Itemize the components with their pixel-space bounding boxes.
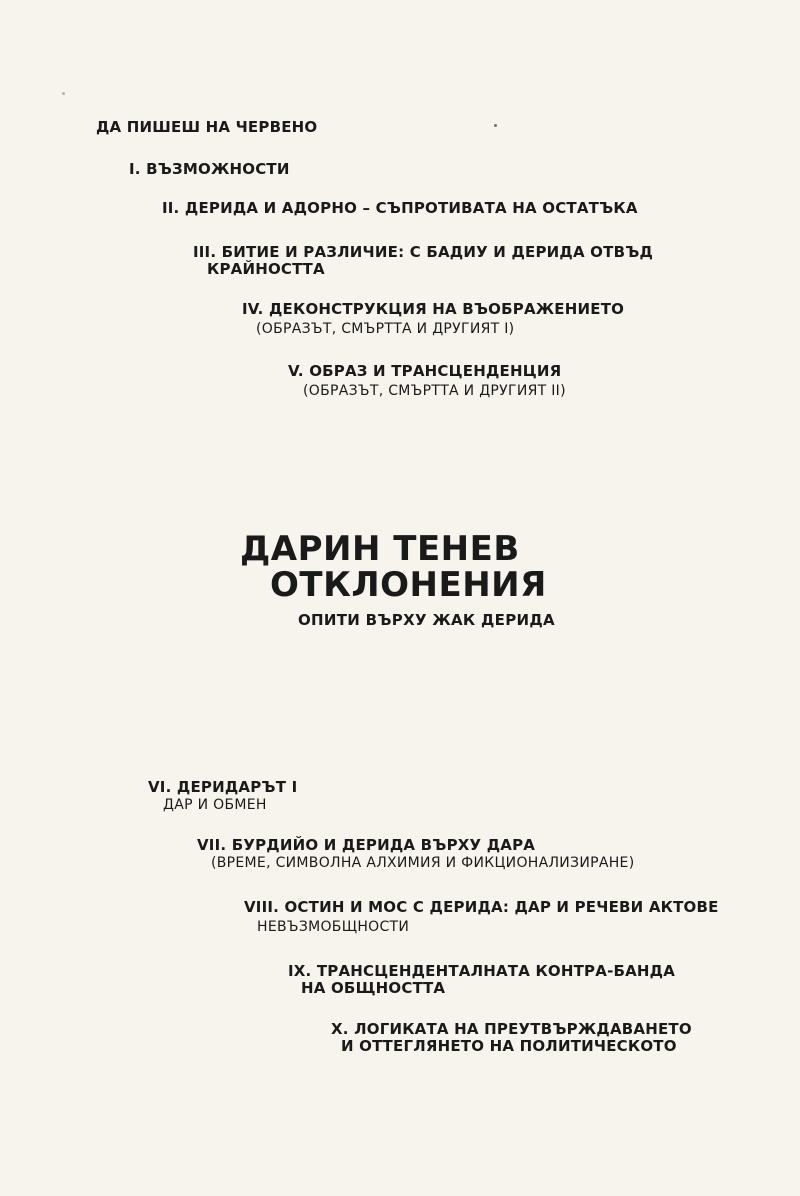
chapter-8-subtitle: НЕВЪЗМОБЩНОСТИ [257, 919, 410, 935]
book-title: ОТКЛОНЕНИЯ [270, 565, 547, 605]
chapter-5-subtitle: (ОБРАЗЪТ, СМЪРТТА И ДРУГИЯТ II) [303, 383, 566, 399]
chapter-4-title: IV. ДЕКОНСТРУКЦИЯ НА ВЪОБРАЖЕНИЕТО [242, 300, 625, 318]
author-name: ДАРИН ТЕНЕВ [240, 529, 520, 569]
chapter-9-title-line2: НА ОБЩНОСТТА [301, 979, 446, 997]
chapter-3-title-line2: КРАЙНОСТТА [207, 260, 325, 278]
chapter-6-title: VI. ДЕРИДАРЪТ I [148, 778, 298, 796]
chapter-8-title: VIII. ОСТИН И МОС С ДЕРИДА: ДАР И РЕЧЕВИ АКТОВЕ [244, 898, 719, 916]
chapter-10-title-line2: И ОТТЕГЛЯНЕТО НА ПОЛИТИЧЕСКОТО [341, 1037, 677, 1055]
paper-speck [62, 92, 65, 95]
series-title: ДА ПИШЕШ НА ЧЕРВЕНО [96, 118, 318, 136]
chapter-9-title: IX. ТРАНСЦЕНДЕНТАЛНАТА КОНТРА-БАНДА [288, 962, 676, 980]
chapter-2-title: II. ДЕРИДА И АДОРНО – СЪПРОТИВАТА НА ОСТАТЪКА [162, 199, 638, 217]
paper-speck [494, 124, 497, 127]
book-subtitle: ОПИТИ ВЪРХУ ЖАК ДЕРИДА [298, 611, 555, 629]
chapter-6-subtitle: ДАР И ОБМЕН [163, 797, 267, 813]
chapter-7-title: VII. БУРДИЙО И ДЕРИДА ВЪРХУ ДАРА [197, 836, 536, 854]
chapter-3-title: III. БИТИЕ И РАЗЛИЧИЕ: С БАДИУ И ДЕРИДА ОТВЪД [193, 243, 654, 261]
chapter-1-title: I. ВЪЗМОЖНОСТИ [129, 160, 290, 178]
chapter-7-subtitle: (ВРЕМЕ, СИМВОЛНА АЛХИМИЯ И ФИКЦИОНАЛИЗИРАНЕ) [211, 855, 635, 871]
chapter-10-title: X. ЛОГИКАТА НА ПРЕУТВЪРЖДАВАНЕТО [331, 1020, 692, 1038]
chapter-4-subtitle: (ОБРАЗЪТ, СМЪРТТА И ДРУГИЯТ I) [256, 321, 515, 337]
chapter-5-title: V. ОБРАЗ И ТРАНСЦЕНДЕНЦИЯ [288, 362, 562, 380]
